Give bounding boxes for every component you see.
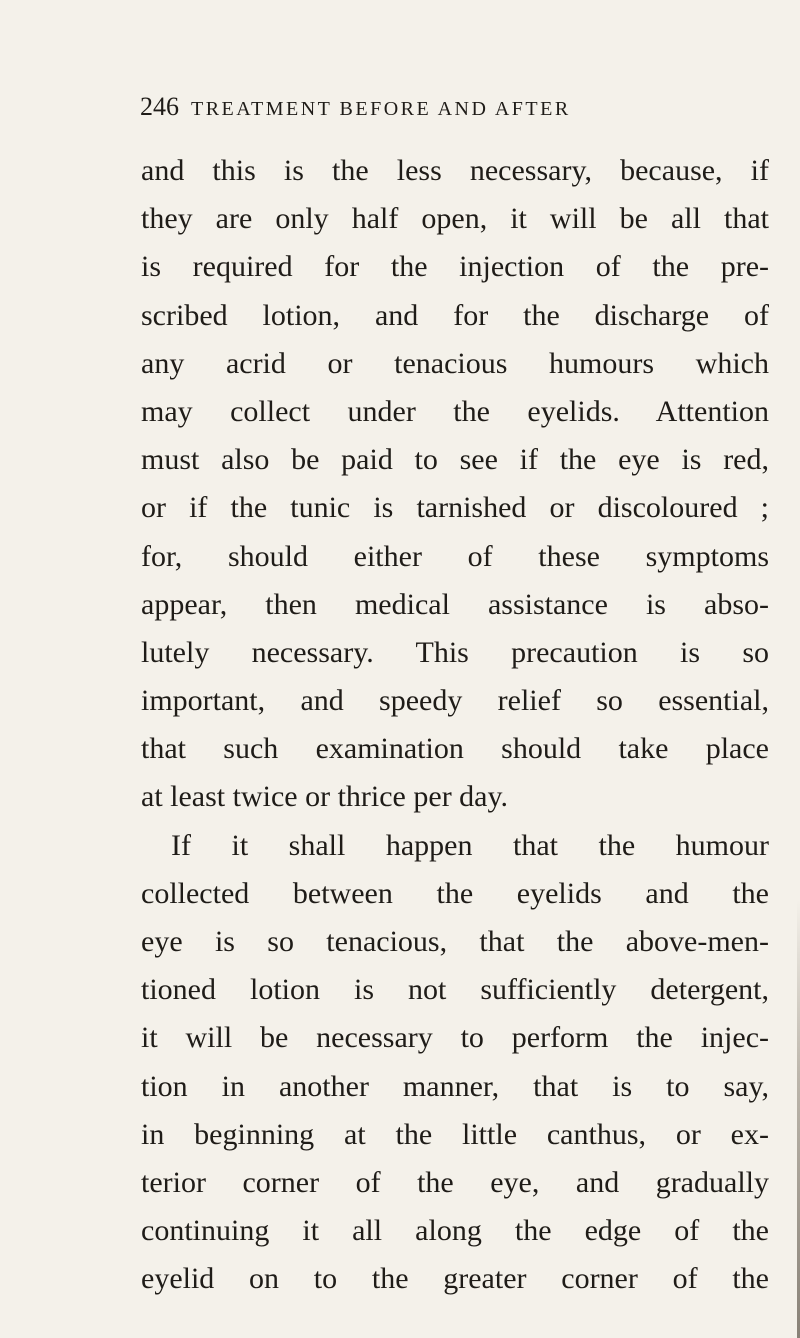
text-line: appear, then medical assistance is abso-: [141, 587, 769, 621]
text-line: scribed lotion, and for the discharge of: [141, 298, 769, 332]
text-line: tion in another manner, that is to say,: [141, 1069, 769, 1103]
text-line: or if the tunic is tarnished or discoloured ;: [141, 491, 769, 525]
text-line: they are only half open, it will be all that: [141, 202, 769, 236]
text-line: If it shall happen that the humour: [171, 828, 769, 862]
text-line: and this is the less necessary, because, if: [141, 154, 769, 187]
text-line: collected between the eyelids and the: [141, 876, 769, 910]
text-line: at least twice or thrice per day.: [141, 780, 509, 814]
text-line: eye is so tenacious, that the above-men-: [141, 925, 769, 958]
text-line: tioned lotion is not sufficiently detergent,: [141, 973, 769, 1007]
running-head: TREATMENT BEFORE AND AFTER: [191, 98, 571, 120]
body-text: [141, 147, 769, 1304]
text-line: may collect under the eyelids. Attention: [141, 394, 769, 428]
text-line: it will be necessary to perform the injec-: [141, 1021, 769, 1055]
page-number: 246: [140, 92, 179, 121]
text-line: eyelid on to the greater corner of the: [141, 1262, 769, 1296]
text-line: important, and speedy relief so essential,: [141, 684, 769, 718]
text-line: must also be paid to see if the eye is red,: [141, 443, 769, 477]
text-line: lutely necessary. This precaution is so: [141, 635, 769, 669]
text-line: terior corner of the eye, and gradually: [141, 1165, 769, 1199]
page-header: [140, 92, 760, 132]
text-line: in beginning at the little canthus, or ex-: [141, 1117, 769, 1151]
text-line: is required for the injection of the pre-: [141, 250, 769, 284]
text-line: for, should either of these symptoms: [141, 539, 769, 573]
text-line: continuing it all along the edge of the: [141, 1214, 769, 1248]
text-line: that such examination should take place: [141, 732, 769, 766]
text-line: any acrid or tenacious humours which: [141, 346, 769, 380]
